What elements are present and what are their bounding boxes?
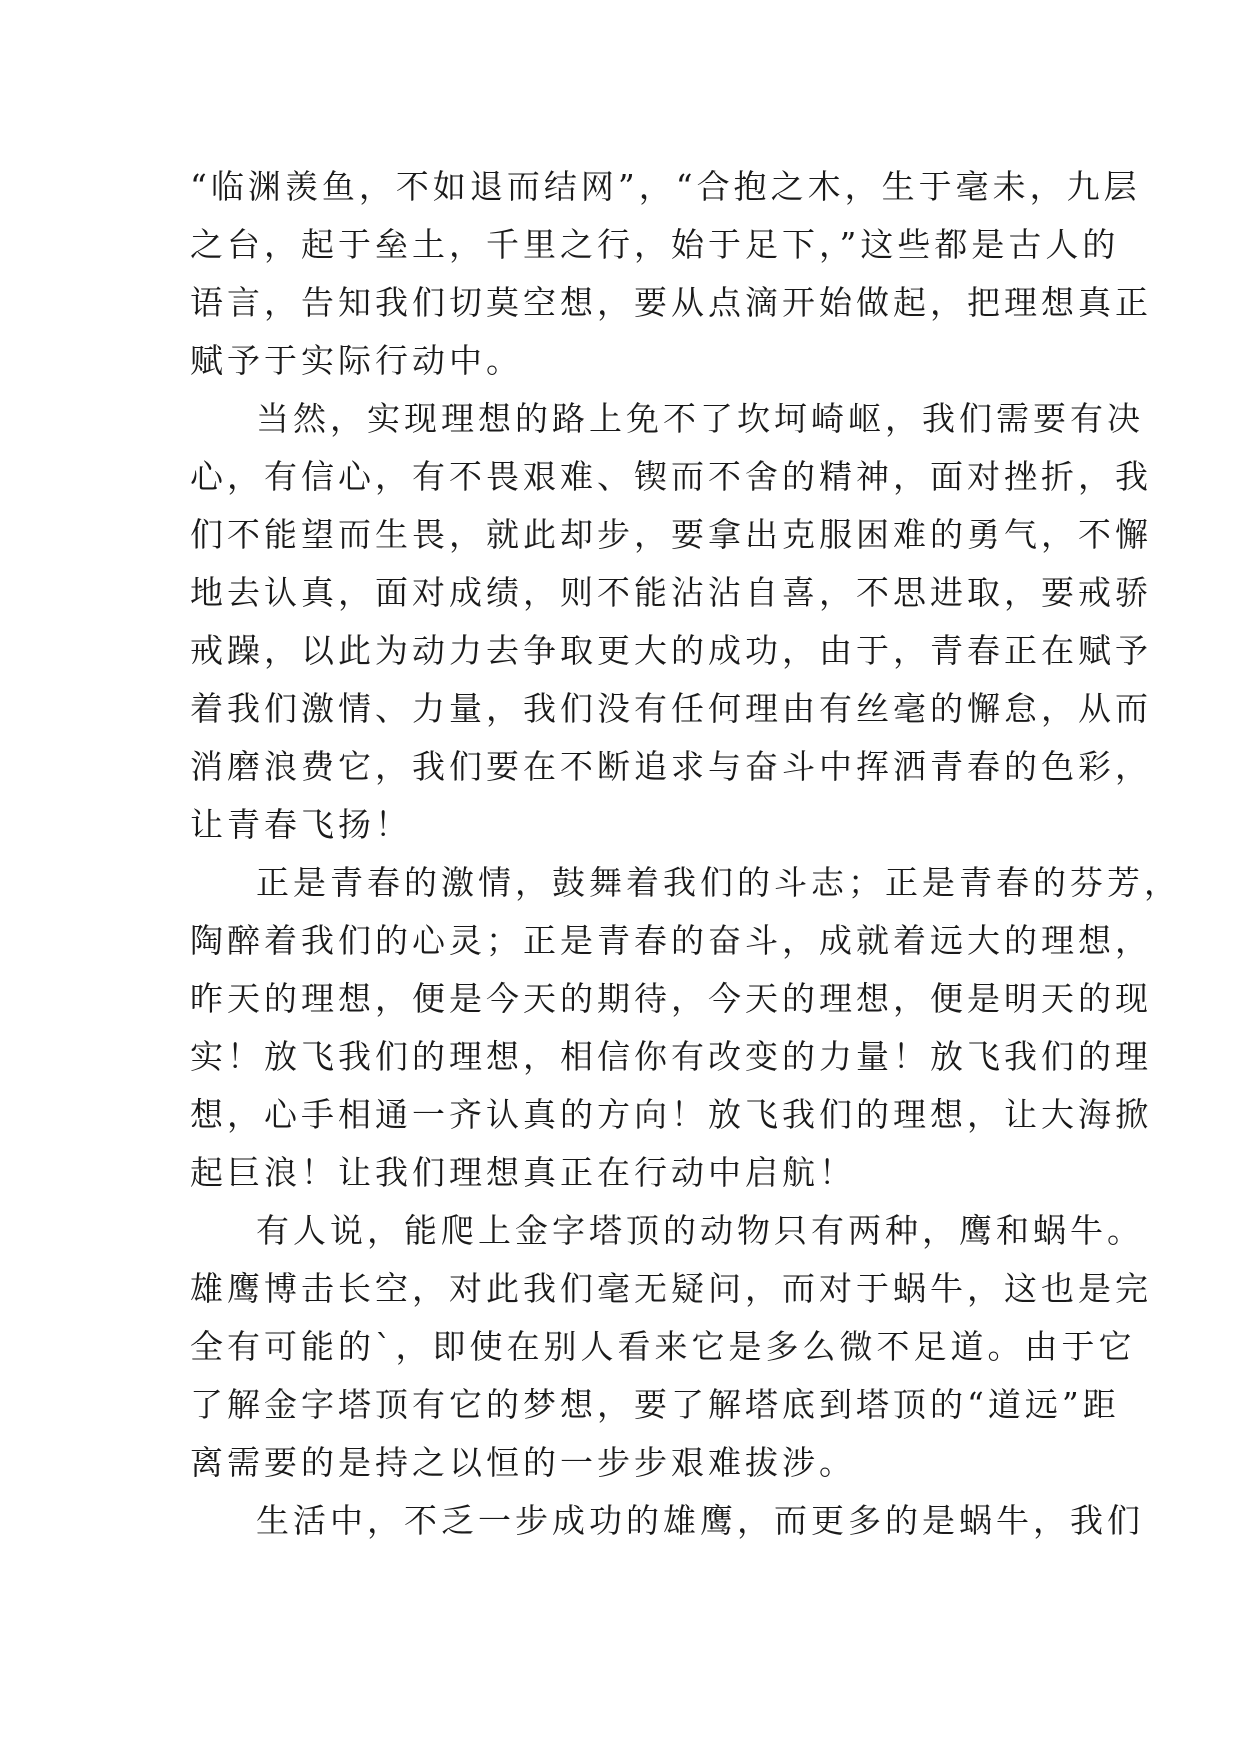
text-line: 昨天的理想，便是今天的期待，今天的理想，便是明天的现 xyxy=(190,979,1152,1018)
text-line: 们不能望而生畏，就此却步，要拿出克服困难的勇气，不懈 xyxy=(190,515,1152,554)
text-line: 消磨浪费它，我们要在不断追求与奋斗中挥洒青春的色彩， xyxy=(190,747,1152,786)
text-line: 陶醉着我们的心灵；正是青春的奋斗，成就着远大的理想， xyxy=(190,921,1152,960)
text-line: 实！放飞我们的理想，相信你有改变的力量！放飞我们的理 xyxy=(190,1037,1152,1076)
text-line: 正是青春的激情，鼓舞着我们的斗志；正是青春的芬芳， xyxy=(256,863,1181,902)
text-line: 让青春飞扬！ xyxy=(190,805,412,844)
text-line: 当然，实现理想的路上免不了坎坷崎岖，我们需要有决 xyxy=(256,399,1144,438)
text-line: 语言，告知我们切莫空想，要从点滴开始做起，把理想真正 xyxy=(190,283,1152,322)
document-body xyxy=(190,158,1181,1550)
text-line: 有人说，能爬上金字塔顶的动物只有两种，鹰和蜗牛。 xyxy=(256,1211,1144,1250)
text-line: 之台，起于垒土，千里之行，始于足下，”这些都是古人的 xyxy=(190,225,1120,264)
text-line: 雄鹰博击长空，对此我们毫无疑问，而对于蜗牛，这也是完 xyxy=(190,1269,1152,1308)
text-line: 离需要的是持之以恒的一步步艰难拔涉。 xyxy=(190,1443,856,1482)
text-line: 生活中，不乏一步成功的雄鹰，而更多的是蜗牛，我们 xyxy=(256,1501,1144,1540)
text-line: 起巨浪！让我们理想真正在行动中启航！ xyxy=(190,1153,856,1192)
text-line: 地去认真，面对成绩，则不能沾沾自喜，不思进取，要戒骄 xyxy=(190,573,1152,612)
text-line: 全有可能的`，即使在别人看来它是多么微不足道。由于它 xyxy=(190,1327,1136,1366)
text-line: 了解金字塔顶有它的梦想，要了解塔底到塔顶的“道远”距 xyxy=(190,1385,1120,1424)
text-line: 戒躁，以此为动力去争取更大的成功，由于，青春正在赋予 xyxy=(190,631,1152,670)
text-line: 赋予于实际行动中。 xyxy=(190,341,523,380)
text-line: “临渊羡鱼，不如退而结网”，“合抱之木，生于毫未，九层 xyxy=(190,167,1141,206)
text-line: 心，有信心，有不畏艰难、锲而不舍的精神，面对挫折，我 xyxy=(190,457,1152,496)
text-line: 想，心手相通一齐认真的方向！放飞我们的理想，让大海掀 xyxy=(190,1095,1152,1134)
text-line: 着我们激情、力量，我们没有任何理由有丝毫的懈怠，从而 xyxy=(190,689,1152,728)
